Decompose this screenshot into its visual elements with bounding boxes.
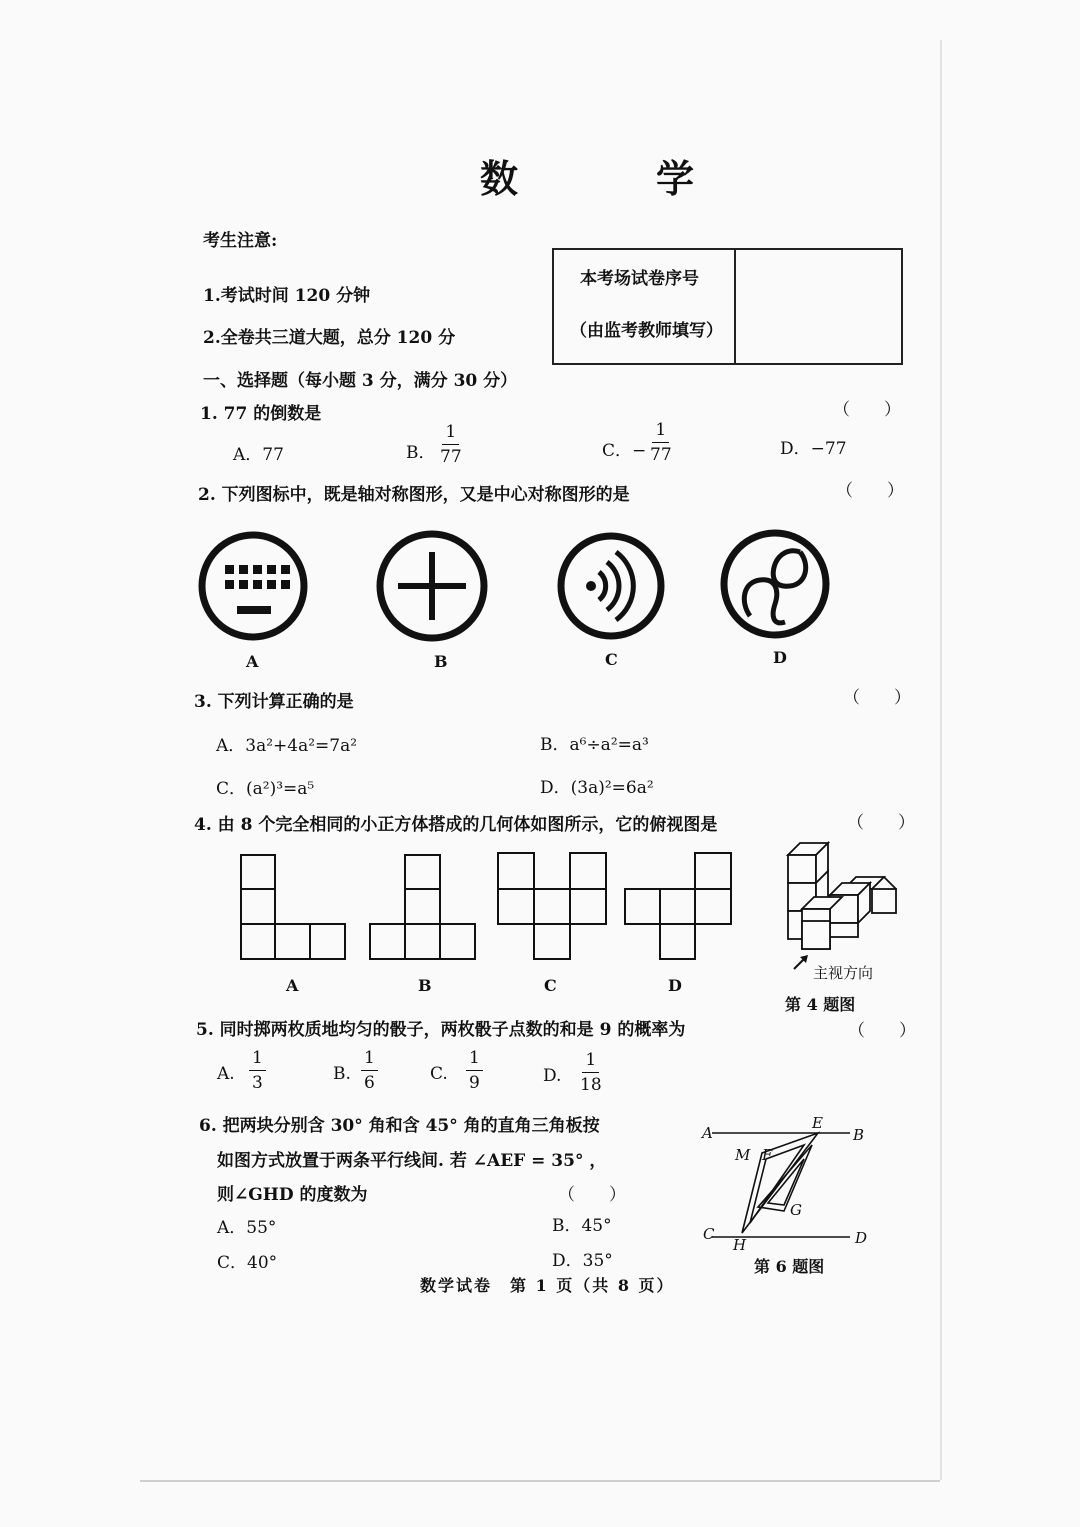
section-title: 一、选择题（每小题 3 分，满分 30 分） bbox=[203, 371, 518, 391]
q5-option-d-fraction bbox=[580, 1052, 602, 1094]
q6-stem-line-3: 则∠GHD 的度数为 bbox=[217, 1185, 368, 1205]
q2-icons-figure bbox=[195, 520, 845, 675]
q4-view-c bbox=[498, 853, 606, 959]
q3-option-d: D．(3a)²=6a² bbox=[540, 778, 654, 798]
q4-figure-caption: 第 4 题图 bbox=[785, 995, 856, 1014]
page-bottom-edge bbox=[140, 1480, 940, 1482]
q6-stem-line-2: 如图方式放置于两条平行线间. 若 ∠AEF = 35° ， bbox=[217, 1151, 607, 1171]
q4-label-b: B bbox=[418, 976, 432, 995]
s-curve-icon bbox=[724, 533, 826, 635]
q6-option-d: D．35° bbox=[552, 1251, 613, 1271]
q1-option-d: D．−77 bbox=[780, 439, 847, 459]
page-title: 数 学 bbox=[480, 156, 745, 201]
q6-stem-line-1: 6. 把两块分别含 30° 角和含 45° 角的直角三角板按 bbox=[199, 1116, 600, 1136]
point-g-label: G bbox=[790, 1201, 802, 1219]
notice-item-1: 1.考试时间 120 分钟 bbox=[203, 286, 371, 306]
fraction-numerator: 1 bbox=[466, 1050, 483, 1071]
q3-answer-paren: （ ） bbox=[843, 688, 911, 708]
q3-stem: 3. 下列计算正确的是 bbox=[194, 692, 354, 712]
q1-option-c-fraction bbox=[650, 422, 672, 464]
q4-label-d: D bbox=[668, 976, 682, 995]
q5-option-b-prefix: B. bbox=[333, 1064, 351, 1084]
q4-stem: 4. 由 8 个完全相同的小正方体搭成的几何体如图所示，它的俯视图是 bbox=[194, 815, 718, 835]
seat-box-label: 本考场试卷序号 bbox=[580, 269, 699, 289]
q4-views-figure bbox=[230, 845, 750, 970]
notice-item-2: 2.全卷共三道大题，总分 120 分 bbox=[203, 328, 456, 348]
keyboard-icon bbox=[202, 535, 304, 637]
fraction-numerator: 1 bbox=[652, 422, 669, 443]
q2-label-a: A bbox=[246, 652, 259, 671]
fraction-numerator: 1 bbox=[249, 1050, 266, 1071]
q5-answer-paren: （ ） bbox=[848, 1021, 916, 1041]
point-h-label: H bbox=[733, 1236, 747, 1254]
arrow-icon bbox=[794, 955, 808, 969]
q2-stem: 2. 下列图标中，既是轴对称图形，又是中心对称图形的是 bbox=[198, 485, 630, 505]
fraction-denominator: 6 bbox=[364, 1073, 375, 1093]
point-d-label: D bbox=[855, 1229, 868, 1247]
point-m-label: M bbox=[735, 1146, 751, 1164]
page-footer: 数学试卷 第 1 页（共 8 页） bbox=[420, 1276, 675, 1295]
q6-option-a: A．55° bbox=[217, 1218, 277, 1238]
fraction-denominator: 18 bbox=[580, 1075, 602, 1095]
q1-option-a: A．77 bbox=[233, 445, 284, 465]
q4-view-direction-label: 主视方向 bbox=[813, 964, 874, 982]
seat-box-divider bbox=[734, 250, 736, 363]
seat-number-box bbox=[552, 248, 903, 365]
q5-option-b-fraction bbox=[361, 1050, 378, 1092]
q4-answer-paren: （ ） bbox=[847, 813, 915, 833]
q6-option-b: B．45° bbox=[552, 1216, 612, 1236]
q4-view-d bbox=[625, 853, 731, 959]
q1-stem: 1. 77 的倒数是 bbox=[200, 404, 322, 424]
q4-cube-figure bbox=[780, 835, 905, 980]
q5-option-c-prefix: C. bbox=[430, 1064, 448, 1084]
q6-figure-caption: 第 6 题图 bbox=[754, 1257, 825, 1276]
q1-answer-paren: （ ） bbox=[833, 400, 901, 420]
q3-option-a: A．3a²+4a²=7a² bbox=[216, 736, 358, 756]
q5-option-d-prefix: D. bbox=[543, 1066, 562, 1086]
q4-label-a: A bbox=[286, 976, 299, 995]
q4-view-b bbox=[370, 855, 475, 959]
q2-label-d: D bbox=[773, 648, 787, 667]
sound-wave-icon bbox=[561, 536, 661, 636]
q5-stem: 5. 同时掷两枚质地均匀的骰子，两枚骰子点数的和是 9 的概率为 bbox=[196, 1020, 686, 1040]
fraction-denominator: 3 bbox=[252, 1073, 263, 1093]
fraction-numerator: 1 bbox=[442, 424, 459, 445]
seat-box-hint: （由监考教师填写） bbox=[570, 321, 723, 341]
page-edge bbox=[940, 40, 942, 1480]
fraction-denominator: 77 bbox=[440, 447, 462, 467]
q2-label-c: C bbox=[605, 650, 618, 669]
q2-label-b: B bbox=[434, 652, 448, 671]
notice-heading: 考生注意: bbox=[203, 231, 278, 251]
q5-option-c-fraction bbox=[466, 1050, 483, 1092]
q1-option-b-fraction bbox=[440, 424, 462, 466]
q6-answer-paren: （ ） bbox=[558, 1185, 626, 1205]
q5-option-a-prefix: A. bbox=[217, 1064, 235, 1084]
point-e-label: E bbox=[812, 1114, 823, 1132]
point-b-label: B bbox=[853, 1126, 865, 1144]
fraction-numerator: 1 bbox=[582, 1052, 599, 1073]
point-a-label: A bbox=[702, 1124, 713, 1142]
q6-option-c: C．40° bbox=[217, 1253, 278, 1273]
plus-icon bbox=[380, 534, 484, 638]
q1-option-c-prefix: C．− bbox=[602, 441, 647, 461]
point-c-label: C bbox=[703, 1225, 715, 1243]
q4-label-c: C bbox=[544, 976, 557, 995]
point-f-label: F bbox=[762, 1146, 773, 1164]
q1-option-b-prefix: B． bbox=[406, 443, 436, 463]
fraction-denominator: 9 bbox=[469, 1073, 480, 1093]
q4-view-a bbox=[241, 855, 345, 959]
fraction-numerator: 1 bbox=[361, 1050, 378, 1071]
q6-geometry-figure bbox=[700, 1115, 875, 1260]
q2-answer-paren: （ ） bbox=[836, 481, 904, 501]
q3-option-c: C．(a²)³=a⁵ bbox=[216, 779, 315, 799]
fraction-denominator: 77 bbox=[650, 445, 672, 465]
q5-option-a-fraction bbox=[249, 1050, 266, 1092]
q3-option-b: B．a⁶÷a²=a³ bbox=[540, 735, 649, 755]
